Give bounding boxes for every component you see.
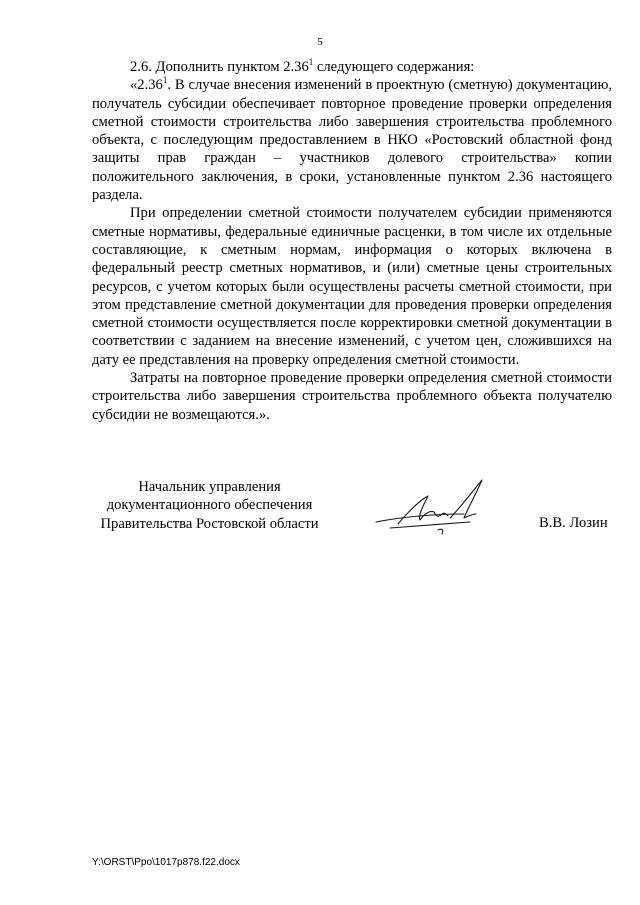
signatory-title-line: Правительства Ростовской области	[100, 515, 319, 532]
document-body	[92, 58, 612, 424]
item-superscript: 1	[308, 57, 314, 68]
signatory-title-line: документационного обеспечения	[106, 497, 313, 514]
clause-open: «2.36	[130, 77, 163, 94]
handwritten-signature	[368, 474, 498, 544]
clause-superscript: 1	[162, 75, 168, 86]
signatory-name: В.В. Лозин	[539, 515, 608, 531]
file-path: Y:\ORST\Ppo\1017p878.f22.docx	[92, 857, 240, 868]
paragraph-costs: Затраты на повторное проведение проверки определения сметной стоимости строительства либо завершения строительства проблемного объекта получателю субсидии не возмещаются.».	[92, 370, 612, 423]
paragraph-estimate-rules: При определении сметной стоимости получателем субсидии применяются сметные нормативы, федеральные единичные расценки, в том числе их отдельные составляющие, к сметным нормам, информация о которых включена в федеральный реестр сметных нормативов, и (или) сметные цены строительных ресурсов, с учетом которых были осуществлены расчеты сметной стоимости, при этом представление сметной документации для проведения проверки определения сметной стоимости осуществляется после корректировки сметной документации в соответствии с заданием на внесение изменений, с учетом цен, сложившихся на дату ее представления на проверку определения сметной стоимости.	[92, 205, 612, 368]
clause-2-36-1	[92, 76, 612, 204]
item-number: 2.6.	[130, 59, 152, 75]
item-2-6	[92, 58, 612, 76]
clause-text: . В случае внесения изменений в проектную (сметную) документацию, получатель субсидии обеспечивает повторное проведение проверки определения сметной стоимости строительства либо завершения строительства проблемного объекта, с последующим предоставлением в НКО «Ростовский областной фонд защиты прав граждан – участников долевого строительства» копии положительного заключения, в сроки, установленные пунктом 2.36 настоящего раздела.	[92, 77, 612, 204]
signatory-title-line: Начальник управления	[138, 479, 281, 495]
signatory-title	[92, 478, 327, 533]
item-tail: следующего содержания:	[313, 59, 475, 75]
item-lead: Дополнить пунктом 2.36	[155, 59, 309, 75]
page-number: 5	[317, 36, 323, 48]
